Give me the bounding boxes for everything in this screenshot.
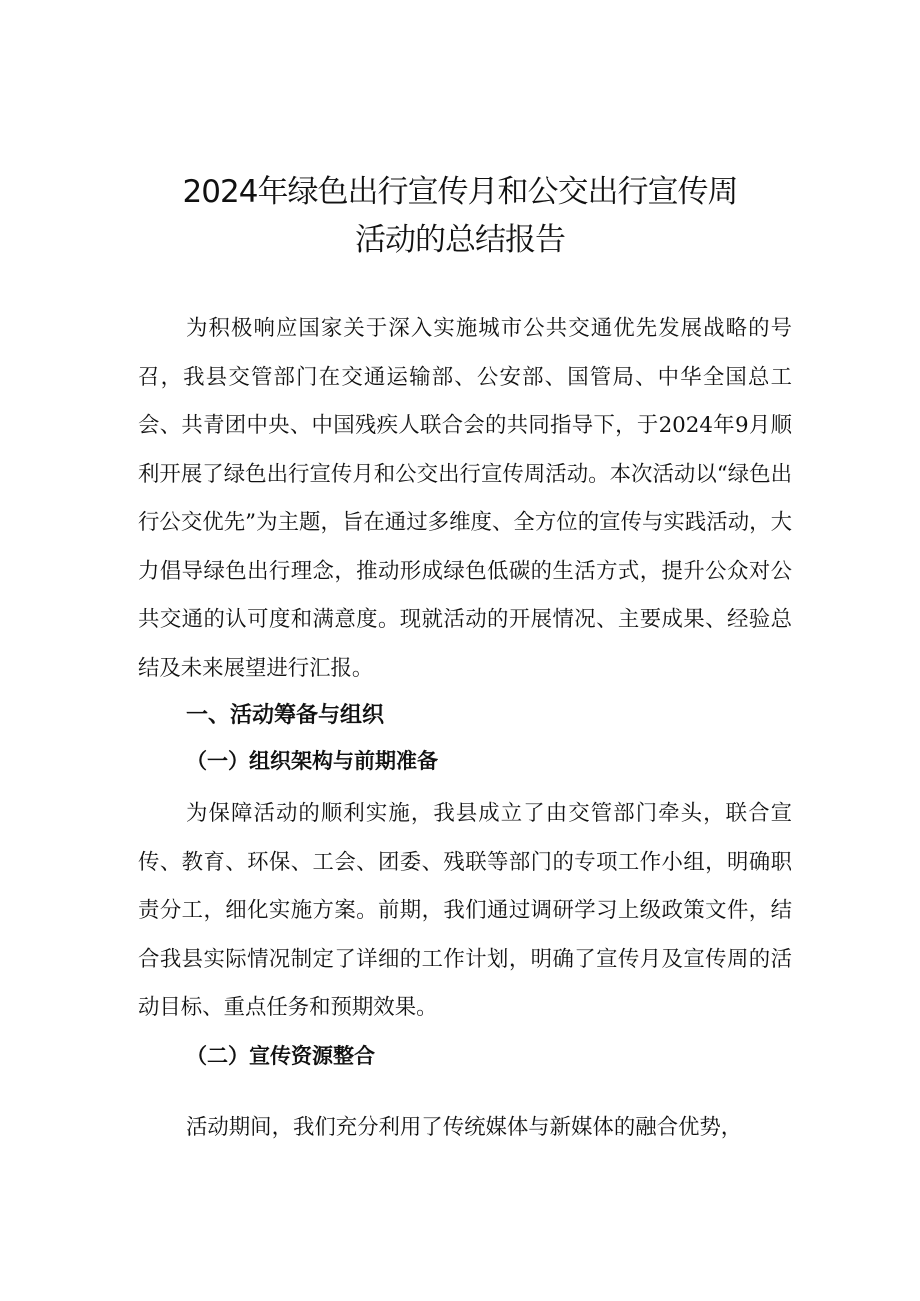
organization-paragraph: 为保障活动的顺利实施，我县成立了由交管部门牵头，联合宣传、教育、环保、工会、团委、残联等部门的专项工作小组，明确职责分工，细化实施方案。前期，我们通过调研学习上级政策文件，结合我县实际情况制定了详细的工作计划，明确了宣传月及宣传周的活动目标、重点任务和预期效果。 (138, 801, 792, 1020)
section-heading-activity-preparation: 一、活动筹备与组织 (186, 703, 385, 728)
intro-paragraph: 为积极响应国家关于深入实施城市公共交通优先发展战略的号召，我县交管部门在交通运输部、公安部、国管局、中华全国总工会、共青团中央、中国残疾人联合会的共同指导下，于2024年9月顺利开展了绿色出行宣传月和公交出行宣传周活动。本次活动以“绿色出行公交优先”为主题，旨在通过多维度、全方位的宣传与实践活动，大力倡导绿色出行理念，推动形成绿色低碳的生活方式，提升公众对公共交通的认可度和满意度。现就活动的开展情况、主要成果、经验总结及未来展望进行汇报。 (138, 316, 792, 681)
resource-integration-paragraph: 活动期间，我们充分利用了传统媒体与新媒体的融合优势， (186, 1115, 743, 1140)
subsection-heading-organization: （一）组织架构与前期准备 (186, 748, 438, 773)
subsection-heading-resource-integration: （二）宣传资源整合 (186, 1043, 375, 1068)
document-title-line-1: 2024年绿色出行宣传月和公交出行宣传周 (182, 174, 738, 210)
document-title-line-2: 活动的总结报告 (355, 222, 565, 258)
